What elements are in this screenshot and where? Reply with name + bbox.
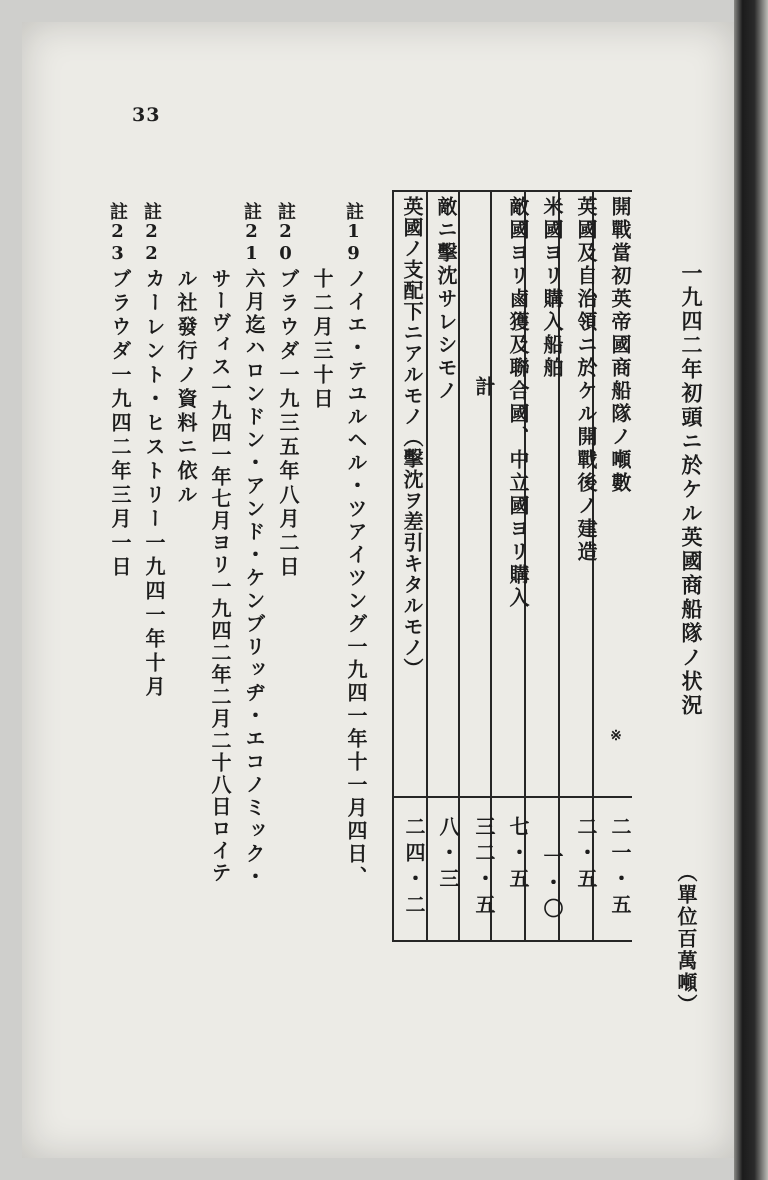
table-row-value: 二一・五 <box>608 816 632 920</box>
table-row-label: 英國及自治領ニ於ケル開戰後ノ建造 <box>574 196 598 564</box>
table-row-value: 八・三 <box>436 816 460 894</box>
note-text: カーレント・ヒストリー一九四一年十月 <box>142 268 166 700</box>
table-title: 一九四二年初頭ニ於ケル英國商船隊ノ状況 <box>679 262 704 718</box>
note-label: 註23 <box>107 202 128 265</box>
table-row-value: 七・五 <box>506 816 530 894</box>
table-row-mark: ※ <box>608 728 624 747</box>
note-text: ブラウダ一九三五年八月二日 <box>276 268 300 580</box>
table-total-label: 計 <box>472 376 496 399</box>
table-row-label: 英國ノ支配下ニアルモノ（擊沈ヲ差引キタルモノ） <box>400 196 424 679</box>
note-label: 註22 <box>141 202 162 265</box>
table-row-value: 二・五 <box>574 816 598 894</box>
note-text: 十二月三十日 <box>310 268 334 412</box>
note-text: 六月迄ハロンドン・アンド・ケンブリッヂ・エコノミック・ <box>242 268 266 889</box>
note-text: サーヴィス一九四一年七月ヨリ一九四二年二月二十八日ロイテ <box>208 268 232 884</box>
table-row-label: 米國ヨリ購入船舶 <box>540 196 564 380</box>
table-row-value: 二四・二 <box>402 816 426 920</box>
note-label: 註21 <box>241 202 262 265</box>
table-row-label: 敵國ヨリ鹵獲及聯合國、中立國ヨリ購入 <box>506 196 530 610</box>
table-row-label: 敵ニ擊沈サレシモノ <box>434 196 458 403</box>
note-text: ブラウダ一九四二年三月一日 <box>108 268 132 580</box>
table-unit: （單位百萬噸） <box>674 862 698 1016</box>
note-label: 註20 <box>275 202 296 265</box>
table-row-value: 三二・五 <box>472 816 496 920</box>
table-row-value: 一・〇 <box>540 846 564 924</box>
book-spine <box>734 0 768 1180</box>
table-row-label: 開戰當初英帝國商船隊ノ噸數 <box>608 196 632 495</box>
page-number: 33 <box>132 104 161 126</box>
note-text: ノイエ・テユルヘル・ツアイツング一九四一年十一月四日、 <box>344 268 368 889</box>
note-text: ル社發行ノ資料ニ依ル <box>174 268 198 508</box>
note-label: 註19 <box>343 202 364 265</box>
